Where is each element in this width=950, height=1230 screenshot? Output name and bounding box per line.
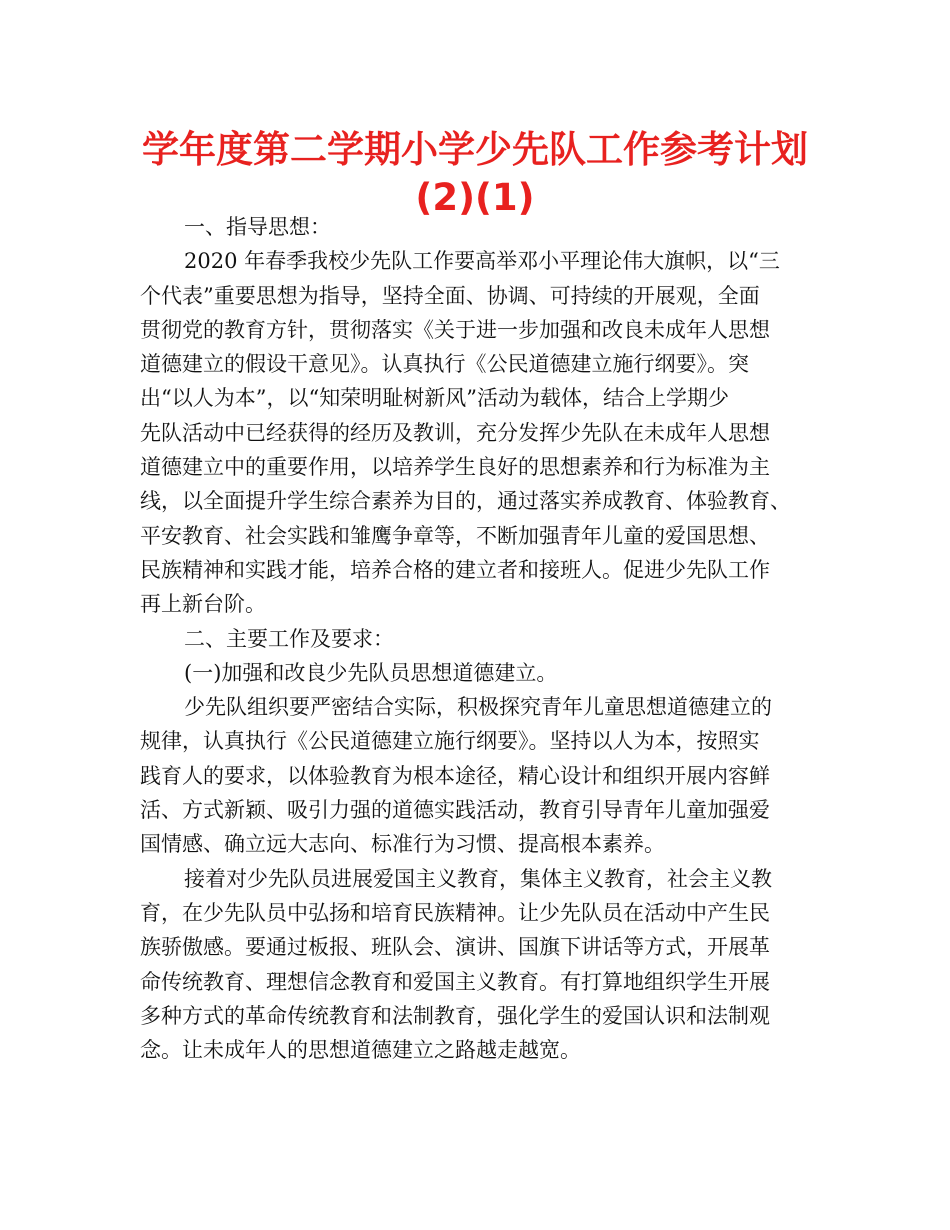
- body-line: 贯彻党的教育方针，贯彻落实《关于进一步加强和改良未成年人思想: [140, 317, 770, 342]
- body-line: 出“以人为本”，以“知荣明耻树新风”活动为载体，结合上学期少: [140, 386, 729, 411]
- document-title-line2: (2)(1): [415, 176, 535, 219]
- body-line: 育，在少先队员中弘扬和培育民族精神。让少先队员在活动中产生民: [140, 900, 770, 925]
- body-line: 规律，认真执行《公民道德建立施行纲要》。坚持以人为本，按照实: [140, 729, 760, 754]
- body-line: 线，以全面提升学生综合素养为目的，通过落实养成教育、体验教育、: [140, 489, 791, 514]
- body-line: 践育人的要求，以体验教育为根本途径，精心设计和组织开展内容鲜: [140, 763, 770, 788]
- body-line: 道德建立的假设干意见》。认真执行《公民道德建立施行纲要》。突: [140, 352, 749, 377]
- document-body: [140, 210, 830, 1067]
- body-line: 命传统教育、理想信念教育和爱国主义教育。有打算地组织学生开展: [140, 969, 770, 994]
- body-line: 少先队组织要严密结合实际，积极探究青年儿童思想道德建立的: [184, 695, 772, 720]
- body-line: 一、指导思想：: [184, 215, 331, 239]
- body-line: 道德建立中的重要作用，以培养学生良好的思想素养和行为标准为主: [140, 455, 770, 480]
- body-line: 再上新台阶。: [140, 592, 266, 617]
- body-line: 民族精神和实践才能，培养合格的建立者和接班人。促进少先队工作: [140, 557, 770, 582]
- document-title-line1: 学年度第二学期小学少先队工作参考计划: [142, 128, 808, 171]
- body-line: (一)加强和改良少先队员思想道德建立。: [184, 660, 558, 685]
- body-line: 国情感、确立远大志向、标准行为习惯、提高根本素养。: [140, 832, 665, 857]
- body-line: 二、主要工作及要求：: [184, 626, 394, 651]
- body-line: 个代表”重要思想为指导，坚持全面、协调、可持续的开展观，全面: [140, 283, 760, 308]
- body-line: 多种方式的革命传统教育和法制教育，强化学生的爱国认识和法制观: [140, 1003, 770, 1028]
- body-line: 平安教育、社会实践和雏鹰争章等，不断加强青年儿童的爱国思想、: [140, 523, 770, 548]
- body-line: 接着对少先队员进展爱国主义教育，集体主义教育，社会主义教: [184, 866, 772, 891]
- body-line: 先队活动中已经获得的经历及教训，充分发挥少先队在未成年人思想: [140, 420, 770, 445]
- body-line: 活、方式新颖、吸引力强的道德实践活动，教育引导青年儿童加强爱: [140, 798, 770, 823]
- body-line: 族骄傲感。要通过板报、班队会、演讲、国旗下讲话等方式，开展革: [140, 935, 770, 960]
- body-line: 2020 年春季我校少先队工作要高举邓小平理论伟大旗帜，以“三: [184, 249, 780, 274]
- body-line: 念。让未成年人的思想道德建立之路越走越宽。: [140, 1038, 581, 1063]
